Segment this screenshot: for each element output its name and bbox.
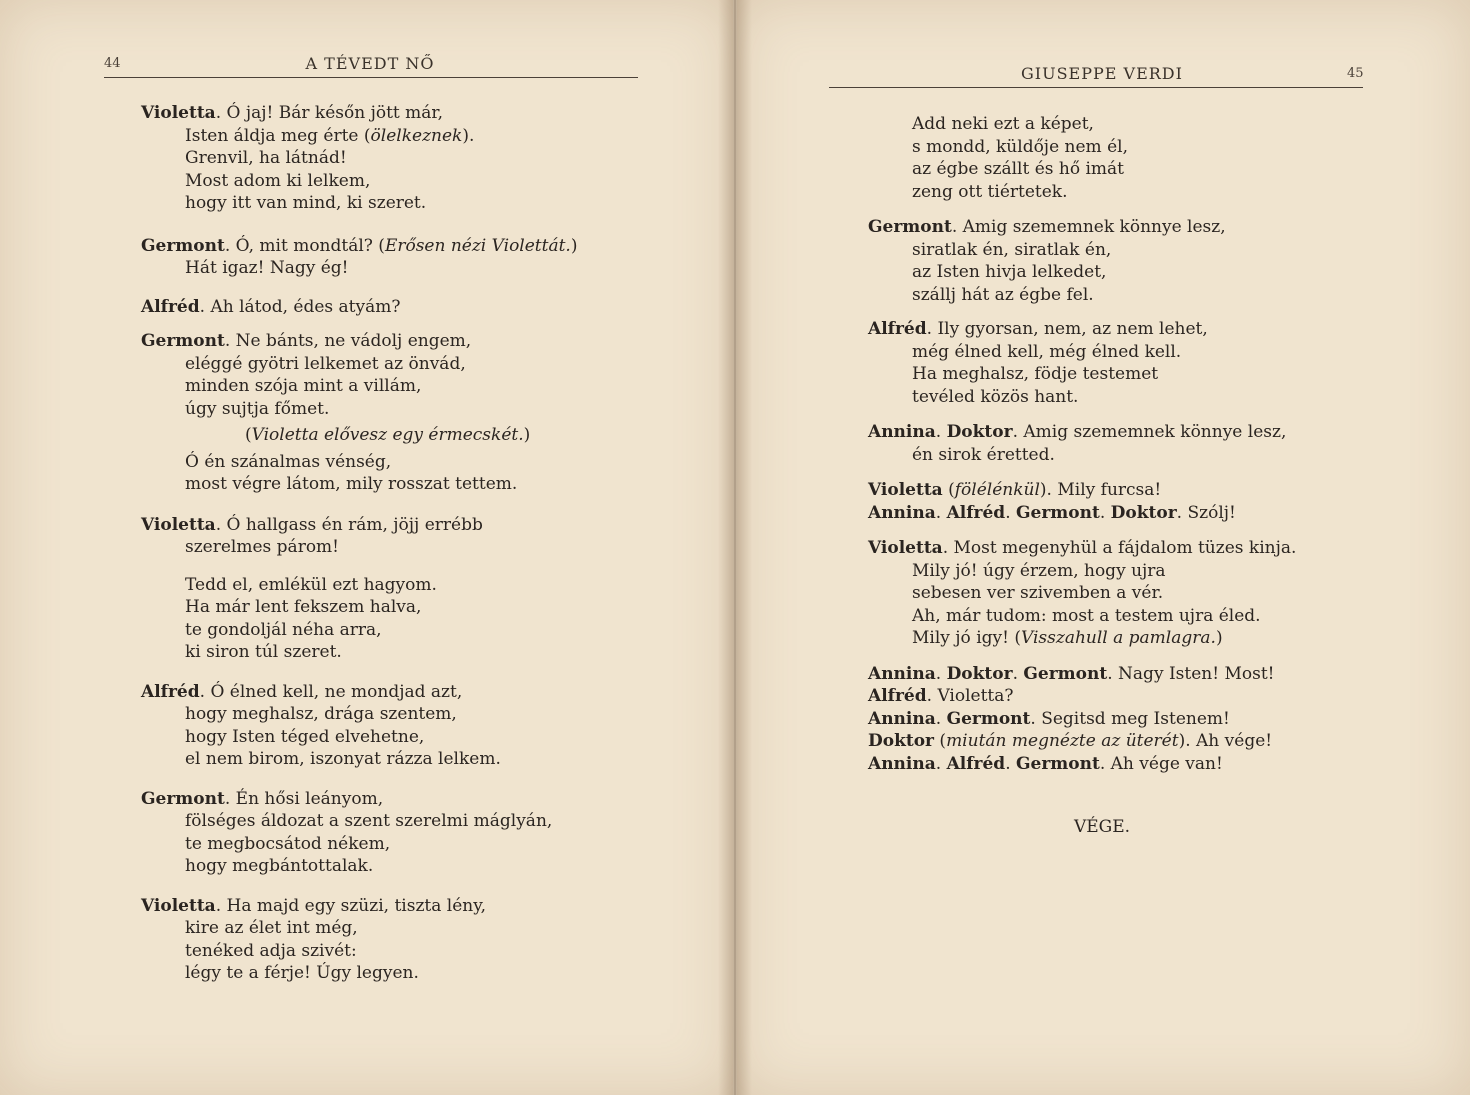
speech-block: Germont. Amig szememnek könnye lesz, siratlak én, siratlak én, az Isten hivja lelkedet, szállj hát az égbe fel. [868, 216, 1296, 306]
verse-line: kire az élet int még, [185, 918, 358, 938]
verse-line: az Isten hivja lelkedet, [912, 262, 1107, 282]
speaker-name: Annina [868, 502, 936, 523]
verse-line: te gondoljál néha arra, [185, 619, 382, 640]
verse-line: Szólj! [1187, 502, 1236, 523]
verse-line: légy te a férje! Úgy legyen. [185, 963, 419, 983]
header-rule-left [104, 77, 638, 78]
page-number-left: 44 [104, 56, 121, 71]
verse-line: Mily jó! úgy érzem, hogy ujra [912, 560, 1166, 581]
verse-line: siratlak én, siratlak én, [912, 239, 1112, 260]
verse-line: Amig szememnek könnye lesz, [962, 217, 1226, 237]
speech-block: Germont. Ne bánts, ne vádolj engem, eléggé gyötri lelkemet az önvád, minden szója mint a villám, úgy sujtja főmet. (Violetta elővesz egy érmecskét.) Ó én szánalmas vénség, most végre látom, mily rosszat tettem. [141, 330, 577, 496]
speaker-name: Violetta [141, 514, 216, 535]
punctuation: , [364, 170, 371, 191]
speech-block: Alfréd. Ily gyorsan, nem, az nem lehet, még élned kell, még élned kell. Ha meghalsz, födje testemet tevéled közös hant. [868, 318, 1296, 408]
speech-block: Alfréd. Ah látod, édes atyám? [141, 296, 401, 317]
verse-line: eléggé gyötri lelkemet az önvád, [185, 353, 466, 374]
speaker-name: Alfréd [868, 686, 927, 706]
left-page [0, 0, 733, 1095]
speaker-name: Violetta [868, 538, 943, 558]
speaker-name: Doktor [946, 422, 1013, 442]
verse-line: Ah, már tudom: most a testem ujra éled. [912, 605, 1261, 626]
verse-line: fölséges áldozat a szent szerelmi máglyán, [185, 811, 553, 831]
stage-direction: ölelkeznek [370, 125, 463, 146]
speech-block: Germont. Én hősi leányom, fölséges áldozat a szent szerelmi máglyán, te megbocsátod nékem, hogy megbántottalak. [141, 788, 577, 878]
verse-line: Nagy Isten! Most! [1118, 663, 1275, 684]
verse-line: most végre látom, mily rosszat tettem. [185, 474, 518, 494]
header-rule-right [829, 87, 1363, 88]
stage-direction: miután megnézte az üterét [946, 731, 1179, 751]
speaker-name: Doktor [946, 663, 1013, 684]
verse-line: hogy meghalsz, drága szentem, [185, 704, 457, 724]
speaker-name: Alfréd [141, 296, 200, 317]
verse-line: Mily jó igy! ( [912, 628, 1021, 648]
speaker-name: Alfréd [141, 681, 200, 702]
speaker-name: Germont [141, 235, 225, 256]
speaker-name: Annina [868, 663, 936, 684]
verse-line: ki siron túl szeret. [185, 642, 342, 662]
verse-line: Amig szememnek könnye lesz, [1023, 422, 1287, 442]
speaker-name: Alfréd [868, 319, 927, 339]
verse-line: Ah látod, édes atyám? [210, 296, 401, 317]
verse-line: Ne bánts, ne vádolj engem, [235, 331, 472, 351]
speaker-name: Germont [1023, 663, 1108, 684]
verse-line: Ily gyorsan, nem, az nem lehet, [937, 319, 1208, 339]
verse-line: Én hősi leányom, [235, 788, 384, 809]
speech-block: Germont. Ó, mit mondtál? (Erősen nézi Violettát.) Hát igaz! Nagy ég! [141, 235, 578, 278]
verse-line: Ah vége van! [1110, 753, 1223, 774]
verse-line: Ha meghalsz, födje testemet [912, 364, 1159, 384]
stage-direction: Violetta elővesz egy érmecskét. [251, 425, 524, 445]
speech-block: Violetta. Most megenyhül a fájdalom tüzes kinja. Mily jó! úgy érzem, hogy ujra sebesen ver szivemben a vér. Ah, már tudom: most a testem ujra éled. Mily jó igy! (Visszahull a pamlagra.) [868, 538, 1297, 648]
stage-direction: Erősen nézi Violettát. [384, 235, 571, 256]
verse-line: Ó, mit mondtál? ( [235, 235, 385, 256]
verse-line: szerelmes párom! [185, 537, 340, 557]
verse-line: minden szója mint a villám, [185, 376, 422, 396]
verse-line: tevéled közös hant. [912, 386, 1079, 407]
book-gutter [718, 0, 752, 1095]
verse-line: sebesen ver szivemben a vér. [912, 583, 1164, 603]
stage-direction: fölélénkül [954, 480, 1040, 500]
speaker-name: Violetta [868, 480, 943, 500]
verse-line: Ó élned kell, ne mondjad azt, [210, 681, 463, 702]
running-head-right: GIUSEPPE VERDI [1021, 64, 1183, 83]
verse-line: még élned kell, még élned kell. [912, 341, 1182, 362]
verse-line: Grenvil, ha látnád! [185, 148, 347, 168]
verse-line: Ó hallgass én rám, jöjj errébb [226, 514, 483, 535]
verse-line: Ha már lent fekszem halva, [185, 597, 422, 617]
speech-block: Annina. Doktor. Germont. Nagy Isten! Most! Alfréd. Violetta? Annina. Germont. Segitsd meg Istenem! Doktor (miután megnézte az üterét). Ah vége! Annina. Alfréd. Germont. Ah vége van! [868, 663, 1275, 774]
speaker-name: Germont [868, 217, 952, 237]
verse-line: Violetta? [937, 686, 1014, 706]
verse-line: el nem birom, iszonyat rázza lelkem. [185, 749, 501, 769]
verse-line: te megbocsátod nékem, [185, 833, 391, 854]
speaker-name: Alfréd [946, 502, 1006, 523]
speaker-name: Germont [141, 331, 225, 351]
verse-line: Add neki ezt a képet, [912, 114, 1094, 134]
verse-line: én sirok éretted. [912, 444, 1055, 465]
speaker-name: Annina [868, 753, 936, 774]
end-mark: VÉGE. [1074, 817, 1131, 837]
verse-line: hogy Isten téged elvehetne, [185, 726, 425, 747]
speech-block: Alfréd. Ó élned kell, ne mondjad azt, hogy meghalsz, drága szentem, hogy Isten téged elvehetne, el nem birom, iszonyat rázza lelkem. [141, 681, 577, 771]
speech-block: Annina. Doktor. Amig szememnek könnye lesz, én sirok éretted. [868, 421, 1296, 466]
verse-line: Tedd el, emlékül ezt hagyom. [185, 574, 437, 595]
verse-line: Ó jaj! Bár későn jött már, [226, 103, 444, 123]
speech-block: Violetta. Ha majd egy szüzi, tiszta lény, kire az élet int még, tenéked adja szivét: légy te a férje! Úgy legyen. [141, 895, 577, 985]
verse-line: Mily furcsa! [1057, 480, 1162, 500]
verse-line: Isten áldja meg érte ( [185, 125, 371, 146]
speaker-name: Germont [141, 788, 225, 809]
left-text-column [141, 102, 577, 985]
verse-line: zeng ott tiértetek. [912, 181, 1068, 202]
verse-line: Ó én szánalmas vénség, [185, 451, 392, 472]
speaker-name: Violetta [141, 895, 216, 916]
page-number-right: 45 [1347, 66, 1364, 81]
right-text-column [868, 113, 1296, 775]
verse-line: s mondd, küldője nem él, [912, 136, 1128, 157]
speaker-name: Violetta [141, 103, 216, 123]
speaker-name: Germont [1016, 502, 1100, 523]
verse-line: hogy itt van mind, ki szeret. [185, 193, 427, 213]
verse-line: Segitsd meg Istenem! [1041, 708, 1230, 729]
verse-line: az égbe szállt és hő imát [912, 159, 1125, 179]
verse-line: Most megenyhül a fájdalom tüzes kinja. [953, 538, 1297, 558]
stage-direction: Visszahull a pamlagra. [1021, 628, 1216, 648]
running-head-left: A TÉVEDT NŐ [305, 54, 435, 73]
speech-block [868, 113, 1296, 203]
speech-block: Violetta (fölélénkül). Mily furcsa! Annina. Alfréd. Germont. Doktor. Szólj! [868, 480, 1236, 523]
punctuation: ) [570, 235, 578, 256]
punctuation: ). [462, 125, 475, 146]
verse-line: úgy sujtja főmet. [185, 398, 330, 419]
speech-block: Violetta. Ó jaj! Bár későn jött már, Isten áldja meg érte (ölelkeznek). Grenvil, ha látnád! Most adom ki lelkem, hogy itt van mind, ki szeret. [141, 102, 577, 215]
verse-line: Ah vége! [1196, 731, 1273, 751]
verse-line: Most adom ki lelkem [185, 170, 365, 191]
speaker-name: Annina [868, 422, 936, 442]
right-page [737, 0, 1470, 1095]
verse-line: hogy megbántottalak. [185, 856, 374, 876]
verse-line: szállj hát az égbe fel. [912, 284, 1094, 305]
speaker-name: Alfréd [946, 753, 1006, 774]
speaker-name: Germont [1016, 753, 1100, 774]
verse-line: Hát igaz! Nagy ég! [185, 258, 349, 278]
speaker-name: Annina [868, 708, 936, 729]
speaker-name: Doktor [1110, 502, 1177, 523]
speech-block: Violetta. Ó hallgass én rám, jöjj errébb szerelmes párom! Tedd el, emlékül ezt hagyom. Ha már lent fekszem halva, te gondoljál néha arra, ki siron túl szeret. [141, 514, 577, 664]
verse-line: tenéked adja szivét: [185, 940, 357, 961]
punctuation: ) [1215, 628, 1223, 648]
verse-line: Ha majd egy szüzi, tiszta lény, [226, 895, 486, 916]
speaker-name: Doktor [868, 731, 935, 751]
speaker-name: Germont [946, 708, 1031, 729]
